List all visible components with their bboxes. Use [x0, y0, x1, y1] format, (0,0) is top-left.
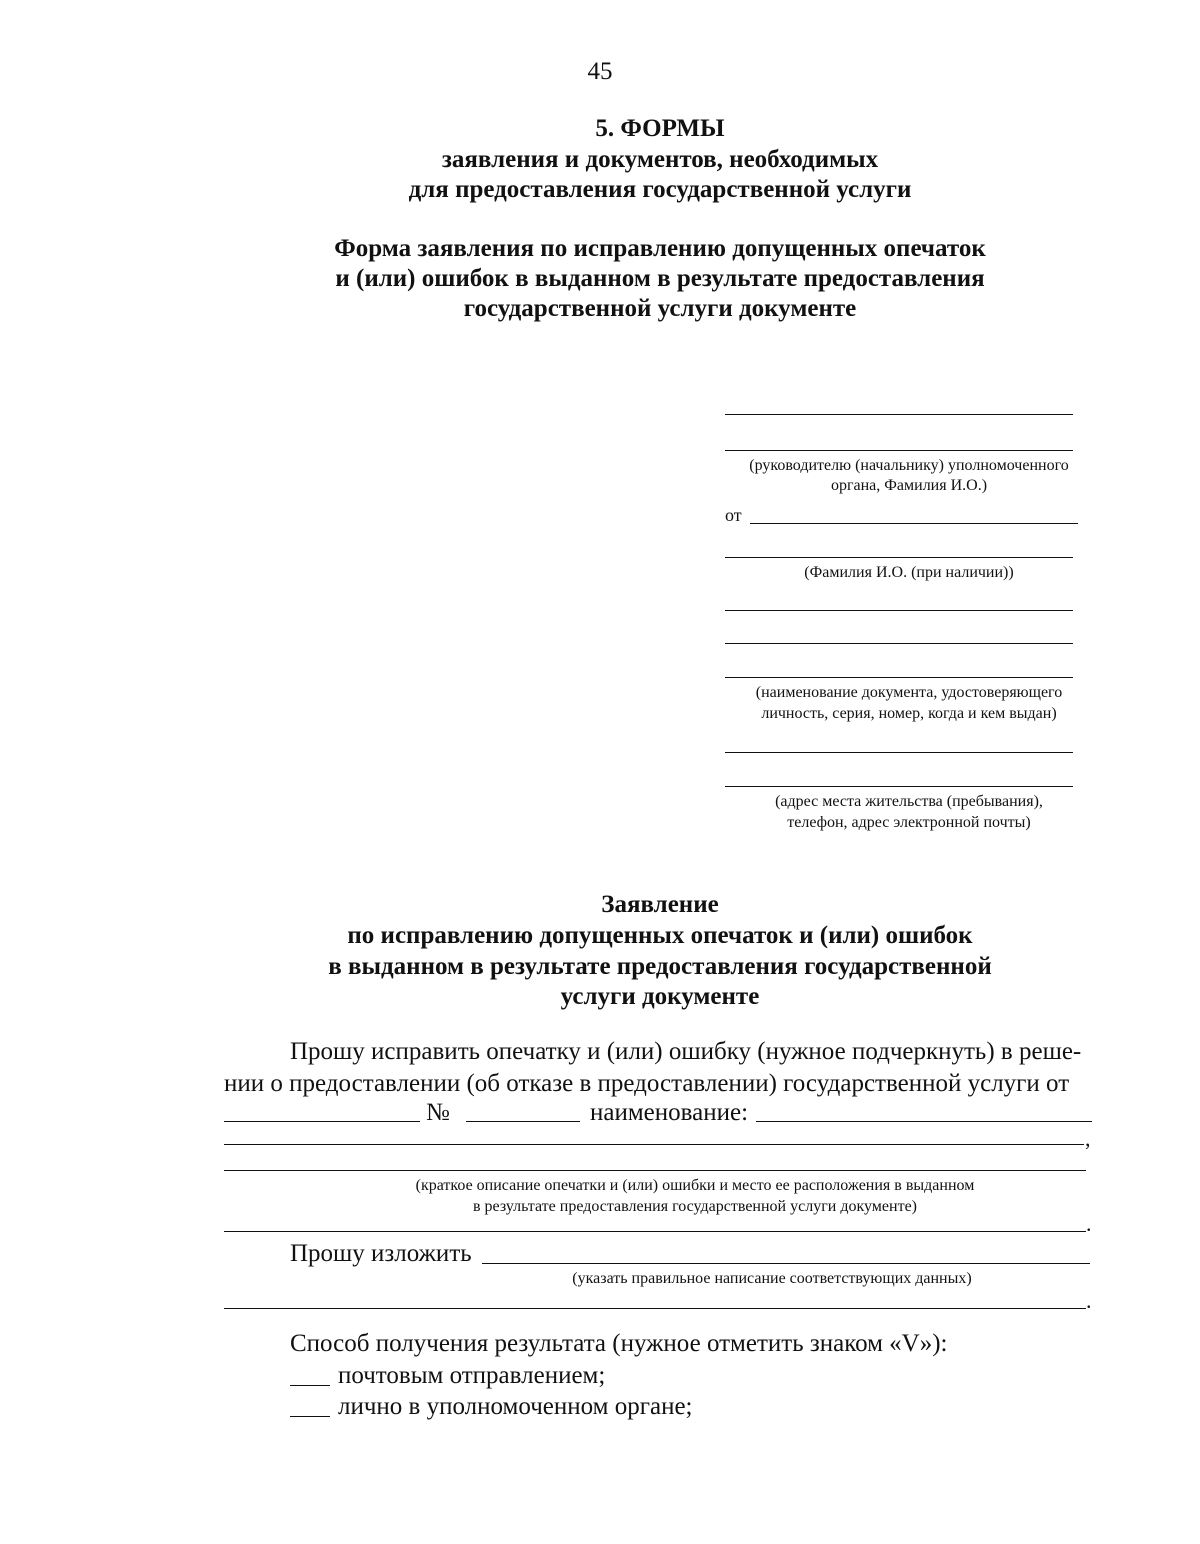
- request-text-line1: Прошу исправить опечатку и (или) ошибку (нужное подчеркнуть) в реше-: [290, 1038, 1082, 1065]
- section-subtitle-line1: заявления и документов, необходимых: [441, 146, 879, 173]
- application-title-line3: в выданном в результате предоставления государственной: [328, 953, 992, 980]
- correct-data-field-line-1[interactable]: [482, 1263, 1090, 1264]
- section-title: 5. ФОРМЫ: [595, 115, 725, 142]
- name-caption: (Фамилия И.О. (при наличии)): [804, 564, 1014, 581]
- number-sign: №: [426, 1099, 450, 1126]
- delivery-checkbox-mail[interactable]: [290, 1385, 330, 1386]
- address-field-line-2[interactable]: [725, 786, 1073, 787]
- address-caption-line2: телефон, адрес электронной почты): [787, 814, 1031, 831]
- description-field-line-1[interactable]: [224, 1144, 1084, 1145]
- from-field-line[interactable]: [750, 523, 1078, 524]
- recipient-caption-line1: (руководителю (начальнику) уполномоченного: [749, 457, 1069, 474]
- decision-date-field[interactable]: [224, 1121, 420, 1122]
- state-caption: (указать правильное написание соответствующих данных): [572, 1270, 972, 1287]
- delivery-option-label: лично в уполномоченном органе;: [338, 1393, 693, 1420]
- form-title-line2: и (или) ошибок в выданном в результате предоставления: [335, 265, 985, 292]
- page-number: 45: [587, 58, 613, 85]
- form-title-line1: Форма заявления по исправлению допущенных опечаток: [334, 235, 986, 262]
- description-caption-line2: в результате предоставления государственной услуги документе): [473, 1198, 917, 1215]
- delivery-option-label: почтовым отправлением;: [338, 1362, 606, 1389]
- application-title-line2: по исправлению допущенных опечаток и (или) ошибок: [347, 922, 973, 949]
- request-text-line2: нии о предоставлении (об отказе в предоставлении) государственной услуги от: [224, 1070, 1070, 1097]
- decision-number-field[interactable]: [466, 1121, 580, 1122]
- decision-name-field[interactable]: [756, 1121, 1092, 1122]
- id-caption-line1: (наименование документа, удостоверяющего: [755, 684, 1063, 701]
- application-title-line1: Заявление: [601, 891, 719, 918]
- application-title-line4: услуги документе: [560, 983, 760, 1010]
- period-2: .: [1086, 1288, 1092, 1313]
- recipient-field-line-2[interactable]: [725, 450, 1073, 451]
- id-caption-line2: личность, серия, номер, когда и кем выдан): [761, 705, 1057, 722]
- delivery-checkbox-in-person[interactable]: [290, 1416, 330, 1417]
- description-field-line-3[interactable]: [224, 1231, 1086, 1232]
- comma: ,: [1085, 1126, 1091, 1151]
- description-field-line-2[interactable]: [224, 1170, 1086, 1171]
- address-caption-line1: (адрес места жительства (пребывания),: [775, 793, 1043, 810]
- form-title-line3: государственной услуги документе: [463, 295, 857, 322]
- correct-data-field-line-2[interactable]: [224, 1308, 1086, 1309]
- description-caption-line1: (краткое описание опечатки и (или) ошибки и место ее расположения в выданном: [415, 1177, 975, 1194]
- id-field-line-1[interactable]: [725, 610, 1073, 611]
- id-field-line-3[interactable]: [725, 677, 1073, 678]
- state-label: Прошу изложить: [290, 1240, 472, 1267]
- delivery-title: Способ получения результата (нужное отметить знаком «V»):: [290, 1330, 948, 1357]
- from-label: от: [725, 505, 742, 525]
- address-field-line-1[interactable]: [725, 752, 1073, 753]
- id-field-line-2[interactable]: [725, 643, 1073, 644]
- recipient-caption-line2: органа, Фамилия И.О.): [830, 477, 988, 494]
- period: .: [1086, 1211, 1092, 1236]
- name-field-line[interactable]: [725, 557, 1073, 558]
- section-subtitle-line2: для предоставления государственной услуги: [408, 176, 912, 203]
- recipient-field-line-1[interactable]: [725, 414, 1073, 415]
- name-label: наименование:: [590, 1099, 749, 1126]
